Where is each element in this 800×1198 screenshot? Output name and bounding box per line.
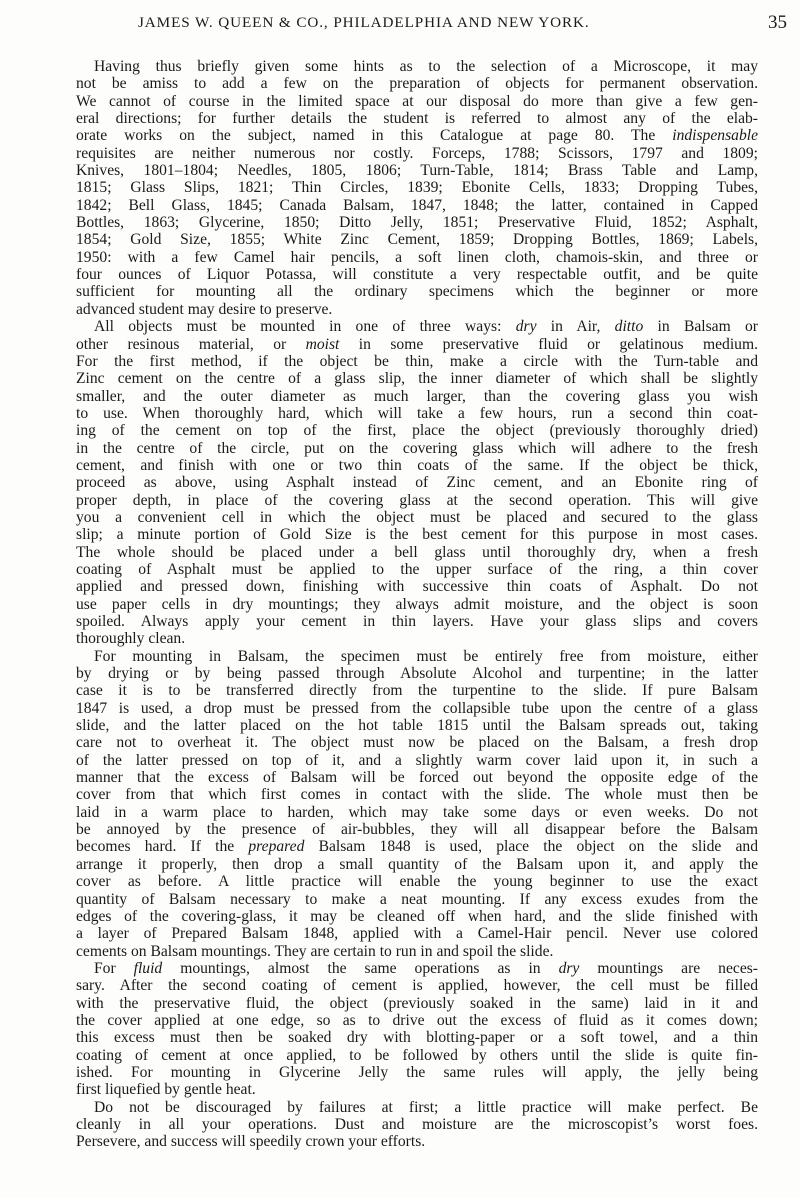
text-line: [76, 388, 758, 405]
text-line: [76, 353, 758, 370]
text-line: [76, 405, 758, 422]
text-line: [76, 752, 758, 769]
text-run: Bottles, 1863; Glycerine, 1850; Ditto Jelly, 1851; Preservative Fluid, 1852; Asphalt,: [76, 214, 758, 232]
page-number: 35: [768, 12, 787, 33]
text-run: eral directions; for further details the student is referred to almost any of the elab-: [76, 110, 758, 128]
text-run: in Air,: [536, 318, 615, 336]
text-line: [76, 318, 758, 335]
text-run: not be amiss to add a few on the preparation of objects for permanent observation.: [76, 75, 758, 93]
text-line: [76, 786, 758, 803]
text-line: [76, 908, 758, 925]
text-run: be annoyed by the presence of air-bubbles, they will all disappear before the Balsam: [76, 821, 758, 839]
text-run: care not to overheat it. The object must now be placed on the Balsam, a fresh drop: [76, 734, 758, 752]
text-run: to use. When thoroughly hard, which will take a few hours, run a second thin coat-: [76, 404, 758, 422]
text-run: first liquefied by gentle heat.: [76, 1081, 256, 1099]
text-line: [76, 1099, 758, 1116]
text-line: [76, 93, 758, 110]
text-run: a layer of Prepared Balsam 1848, applied with a Camel-Hair pencil. Never use colored: [76, 925, 758, 943]
text-line: [76, 58, 758, 75]
text-run: the cover applied at one edge, so as to drive out the excess of fluid as it comes down;: [76, 1011, 758, 1029]
text-run: For: [94, 959, 134, 977]
text-run: 1847 is used, a drop must be pressed from the collapsible tube upon the centre of a glass: [76, 699, 758, 717]
text-line: [76, 231, 758, 248]
text-run: Balsam 1848 is used, place the object on the slide and: [304, 838, 758, 856]
text-line: [76, 1012, 758, 1029]
text-run: coating of cement at once applied, to be followed by others until the slide is quite fin-: [76, 1046, 758, 1064]
text-run: advanced student may desire to preserve.: [76, 300, 333, 318]
text-line: [76, 734, 758, 751]
running-header: [138, 14, 800, 36]
text-run: The whole should be placed under a bell glass until thoroughly dry, when a fresh: [76, 543, 758, 561]
text-line: [76, 301, 758, 318]
text-run: in Balsam or: [643, 318, 758, 336]
text-line: [76, 838, 758, 855]
text-run: in some preservative fluid or gelatinous medium.: [339, 335, 758, 353]
text-run: For mounting in Balsam, the specimen must be entirely free from moisture, either: [94, 647, 758, 665]
text-line: [76, 804, 758, 821]
text-line: [76, 526, 758, 543]
text-line: [76, 1029, 758, 1046]
text-line: [76, 995, 758, 1012]
text-line: [76, 561, 758, 578]
text-line: [76, 1116, 758, 1133]
text-run: proceed as above, using Asphalt instead of Zinc cement, and an Ebonite ring of: [76, 474, 758, 492]
text-run: applied and pressed down, finishing with successive thin coats of Asphalt. Do not: [76, 578, 758, 596]
text-run: 1815; Glass Slips, 1821; Thin Circles, 1839; Ebonite Cells, 1833; Dropping Tubes,: [76, 179, 758, 197]
text-run: with the preservative fluid, the object (previously soaked in the same) laid in it and: [76, 994, 758, 1012]
text-line: [76, 821, 758, 838]
text-line: [76, 873, 758, 890]
text-run: sary. After the second coating of cement is applied, however, the cell must be filled: [76, 977, 758, 995]
text-line: [76, 283, 758, 300]
text-run: thoroughly clean.: [76, 630, 186, 648]
text-run: coating of Asphalt must be applied to the upper surface of the ring, a thin cover: [76, 560, 758, 578]
text-line: [76, 1081, 758, 1098]
text-run: orate works on the subject, named in this Catalogue at page 80. The: [76, 127, 673, 145]
header-title: JAMES W. QUEEN & CO., PHILADELPHIA AND NEW YORK.: [138, 14, 590, 31]
text-line: [76, 266, 758, 283]
text-run: by drying or by being passed through Absolute Alcohol and turpentine; in the latter: [76, 665, 758, 683]
text-run: becomes hard. If the: [76, 838, 249, 856]
text-run: ing of the cement on top of the first, place the object (previously thoroughly dried): [76, 422, 758, 440]
text-line: [76, 162, 758, 179]
text-line: [76, 578, 758, 595]
text-line: [76, 492, 758, 509]
text-run: in the centre of the circle, put on the covering glass which will adhere to the fresh: [76, 439, 758, 457]
text-line: [76, 682, 758, 699]
text-run: cement, and finish with one or two thin coats of the same. If the object be thick,: [76, 456, 758, 474]
text-run: cleanly in all your operations. Dust and moisture are the microscopist’s worst foes.: [76, 1115, 758, 1133]
text-line: [76, 960, 758, 977]
text-run: this excess must then be soaked dry with blotting-paper or a soft towel, and a thin: [76, 1029, 758, 1047]
text-run: you a convenient cell in which the object must be placed and secured to the glass: [76, 508, 758, 526]
italic-word: moist: [305, 335, 340, 353]
text-line: [76, 925, 758, 942]
italic-word: ditto: [614, 318, 644, 336]
text-run: smaller, and the outer diameter as much larger, than the covering glass you wish: [76, 387, 758, 405]
text-run: cements on Balsam mountings. They are certain to run in and spoil the slide.: [76, 942, 554, 960]
text-line: [76, 700, 758, 717]
text-line: [76, 630, 758, 647]
text-run: manner that the excess of Balsam will be forced out beyond the opposite edge of the: [76, 769, 758, 787]
text-line: [76, 648, 758, 665]
text-line: [76, 422, 758, 439]
text-line: [76, 110, 758, 127]
text-run: laid in a warm place to harden, which may take some days or even weeks. Do not: [76, 803, 758, 821]
text-line: [76, 75, 758, 92]
text-line: [76, 336, 758, 353]
italic-word: prepared: [248, 838, 305, 856]
text-line: [76, 544, 758, 561]
italic-word: indispensable: [672, 127, 758, 145]
text-line: [76, 977, 758, 994]
text-run: All objects must be mounted in one of three ways:: [94, 318, 516, 336]
text-run: Do not be discouraged by failures at first; a little practice will make perfect. Be: [94, 1098, 758, 1116]
text-run: sufficient for mounting all the ordinary specimens which the beginner or more: [76, 283, 758, 301]
text-line: [76, 891, 758, 908]
text-run: Knives, 1801–1804; Needles, 1805, 1806; Turn-Table, 1814; Brass Table and Lamp,: [76, 162, 758, 180]
text-run: Having thus briefly given some hints as to the selection of a Microscope, it may: [94, 58, 758, 75]
text-run: We cannot of course in the limited space at our disposal do more than give a few gen-: [76, 92, 758, 110]
text-line: [76, 249, 758, 266]
text-run: slide, and the latter placed on the hot table 1815 until the Balsam spreads out, taking: [76, 717, 758, 735]
text-run: mountings, almost the same operations as in: [162, 959, 559, 977]
text-run: arrange it properly, then drop a small quantity of the Balsam upon it, and apply the: [76, 855, 758, 873]
text-line: [76, 145, 758, 162]
text-line: [76, 127, 758, 144]
text-line: [76, 1047, 758, 1064]
text-run: 1842; Bell Glass, 1845; Canada Balsam, 1847, 1848; the latter, contained in Capped: [76, 196, 758, 214]
text-line: [76, 440, 758, 457]
text-run: edges of the covering-glass, it may be cleaned off when hard, and the slide finished with: [76, 907, 758, 925]
text-run: 1950: with a few Camel hair pencils, a soft linen cloth, chamois-skin, and three or: [76, 248, 758, 266]
text-run: cover from that which first comes in contact with the slide. The whole must then be: [76, 786, 758, 804]
italic-word: dry: [515, 318, 537, 336]
text-run: slip; a minute portion of Gold Size is the best cement for this purpose in most cases.: [76, 526, 758, 544]
text-line: [76, 370, 758, 387]
text-run: of the latter pressed on top of it, and a slightly warm cover laid upon it, in such a: [76, 751, 758, 769]
text-line: [76, 214, 758, 231]
text-run: case it is to be transferred directly from the turpentine to the slide. If pure Balsam: [76, 682, 758, 700]
text-run: four ounces of Liquor Potassa, will constitute a very respectable outfit, and be quite: [76, 266, 758, 284]
text-line: [76, 665, 758, 682]
text-run: mountings are neces-: [579, 959, 758, 977]
text-line: [76, 1064, 758, 1081]
text-line: [76, 509, 758, 526]
text-run: spoiled. Always apply your cement in thin layers. Have your glass slips and covers: [76, 613, 758, 630]
text-run: Persevere, and success will speedily crown your efforts.: [76, 1133, 426, 1151]
text-line: [76, 179, 758, 196]
text-run: quantity of Balsam necessary to make a neat mounting. If any excess exudes from the: [76, 890, 758, 908]
italic-word: fluid: [133, 959, 163, 977]
text-line: [76, 856, 758, 873]
text-line: [76, 717, 758, 734]
text-line: [76, 1133, 758, 1150]
page-body: [76, 58, 758, 1151]
text-run: other resinous material, or: [76, 335, 306, 353]
text-line: [76, 613, 758, 630]
text-run: use paper cells in dry mountings; they always admit moisture, and the object is soon: [76, 595, 758, 613]
text-run: proper depth, in place of the covering glass at the second operation. This will give: [76, 491, 758, 509]
text-line: [76, 197, 758, 214]
text-line: [76, 769, 758, 786]
text-run: ished. For mounting in Glycerine Jelly the same rules will apply, the jelly being: [76, 1063, 758, 1081]
text-line: [76, 457, 758, 474]
text-line: [76, 596, 758, 613]
text-run: 1854; Gold Size, 1855; White Zinc Cement, 1859; Dropping Bottles, 1869; Labels,: [76, 231, 758, 249]
text-run: For the first method, if the object be thin, make a circle with the Turn-table and: [76, 352, 758, 370]
text-run: cover as before. A little practice will enable the young beginner to use the exact: [76, 873, 758, 891]
text-run: requisites are neither numerous nor costly. Forceps, 1788; Scissors, 1797 and 1809;: [76, 144, 758, 162]
text-run: Zinc cement on the centre of a glass slip, the inner diameter of which shall be slightly: [76, 370, 758, 388]
text-line: [76, 474, 758, 491]
italic-word: dry: [558, 959, 580, 977]
text-line: [76, 943, 758, 960]
